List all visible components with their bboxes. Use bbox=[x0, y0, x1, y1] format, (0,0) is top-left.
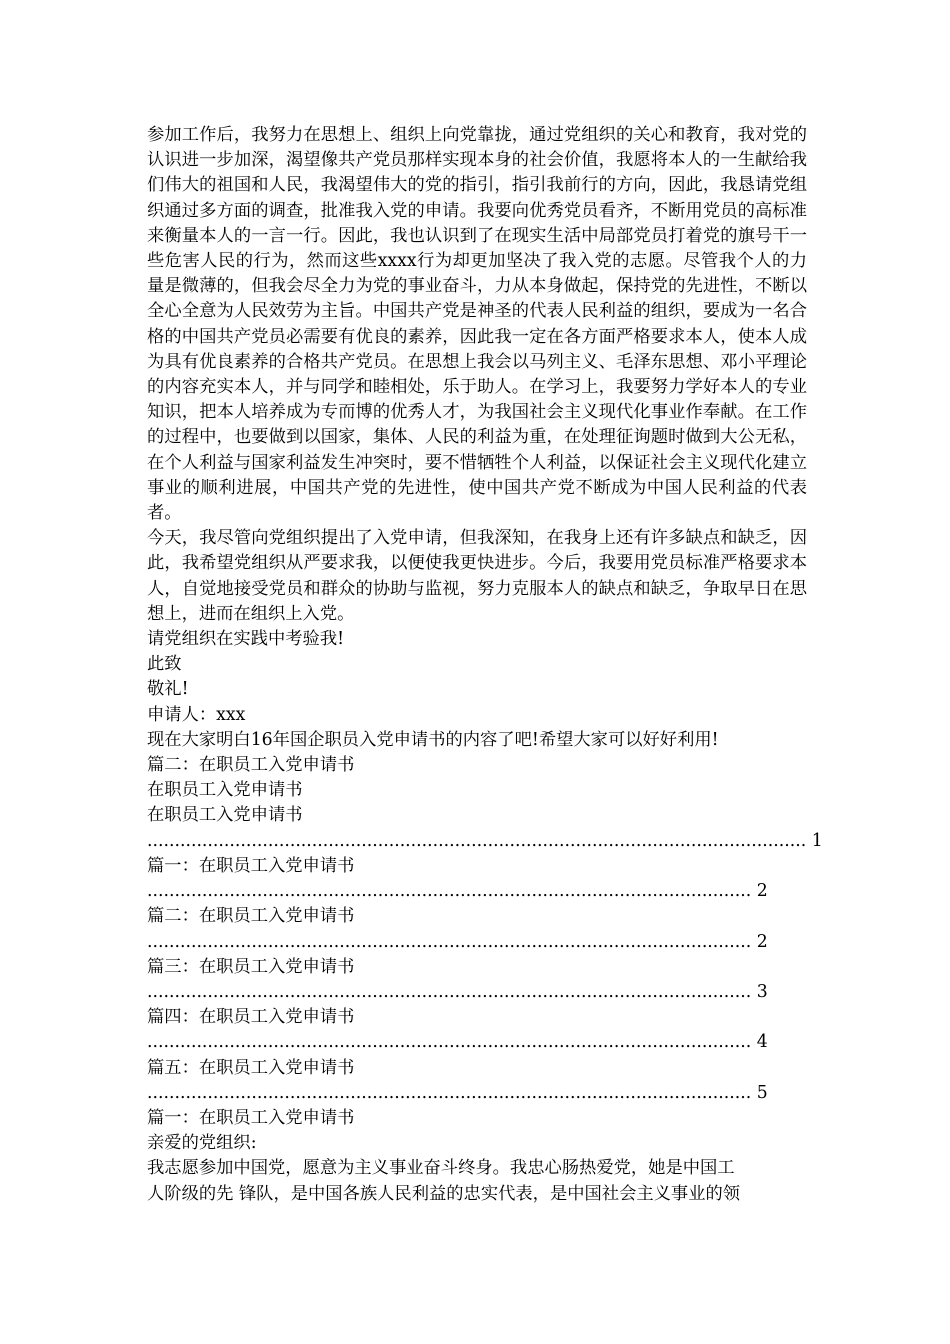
toc-page-number: 5 bbox=[756, 1082, 768, 1103]
document-title-repeat: 在职员工入党申请书 bbox=[147, 805, 303, 826]
applicant-line: 申请人：xxx bbox=[147, 704, 246, 725]
body-paragraph-3-line-1: 我志愿参加中国党，愿意为主义事业奋斗终身。我忠心肠热爱党，她是中国工 bbox=[147, 1158, 735, 1179]
document-page bbox=[147, 123, 823, 1207]
closing-line-cizhi: 此致 bbox=[147, 654, 182, 675]
article-heading: 篇一：在职员工入党申请书 bbox=[147, 1107, 355, 1128]
toc-dots: .............................................................................................................. bbox=[147, 931, 752, 952]
document-title: 在职员工入党申请书 bbox=[147, 780, 303, 801]
toc-label: 篇二：在职员工入党申请书 bbox=[147, 906, 355, 927]
toc-page-number: 4 bbox=[756, 1032, 768, 1053]
toc-dots: .............................................................................................................. bbox=[147, 981, 752, 1002]
toc-dots: .............................................................................................................. bbox=[147, 881, 752, 902]
body-paragraph-1: 参加工作后，我努力在思想上、组织上向党靠拢，通过党组织的关心和教育，我对党的认识进一步加深，渴望像共产党员那样实现本身的社会价值，我愿将本人的一生献给我们伟大的祖国和人民，我渴望伟大的党的指引，指引我前行的方向，因此，我恳请党组织通过多方面的调查，批准我入党的申请。我要向优秀党员看齐，不断用党员的高标准来衡量本人的一言一行。因此，我也认识到了在现实生活中局部党员打着党的旗号干一些危害人民的行为，然而这些xxxx行为却更加坚决了我入党的志愿。尽管我个人的力量是微薄的，但我会尽全力为党的事业奋斗，力从本身做起，保持党的先进性，不断以全心全意为人民效劳为主旨。中国共产党是神圣的代表人民利益的组织，要成为一名合格的中国共产党员必需要有优良的素养，因此我一定在各方面严格要求本人，使本人成为具有优良素养的合格共产党员。在思想上我会以马列主义、毛泽东思想、邓小平理论的内容充实本人，并与同学和睦相处，乐于助人。在学习上，我要努力学好本人的专业知识，把本人培养成为专而博的优秀人才，为我国社会主义现代化事业作奉献。在工作的过程中，也要做到以国家，集体、人民的利益为重，在处理征询题时做到大公无私，在个人利益与国家利益发生冲突时，要不惜牺牲个人利益，以保证社会主义现代化建立事业的顺利进展，中国共产党的先进性，使中国共产党不断成为中国人民利益的代表者。 bbox=[147, 125, 807, 524]
body-paragraph-2: 今天，我尽管向党组织提出了入党申请，但我深知，在我身上还有许多缺点和缺乏，因此，我希望党组织从严要求我，以便使我更快进步。今后，我要用党员标准严格要求本人，自觉地接受党员和群众的协助与监视，努力克服本人的缺点和缺乏，争取早日在思想上，进而在组织上入党。 bbox=[147, 528, 807, 624]
toc-label: 篇一：在职员工入党申请书 bbox=[147, 855, 355, 876]
toc-leader-line bbox=[147, 1081, 807, 1106]
toc-entry[interactable] bbox=[147, 1056, 807, 1106]
toc-entry bbox=[147, 829, 823, 854]
toc-dots: ........................................................................................................................ bbox=[147, 830, 807, 851]
toc-label: 篇四：在职员工入党申请书 bbox=[147, 1007, 355, 1028]
toc-label: 篇三：在职员工入党申请书 bbox=[147, 956, 355, 977]
closing-line-jingli: 敬礼! bbox=[147, 679, 189, 700]
toc-entry[interactable] bbox=[147, 854, 807, 904]
toc-page-number: 2 bbox=[756, 931, 768, 952]
body-paragraph-3-line-2: 人阶级的先 锋队，是中国各族人民利益的忠实代表，是中国社会主义事业的领 bbox=[147, 1183, 741, 1204]
toc-leader-line bbox=[147, 879, 807, 904]
section-heading: 篇二：在职员工入党申请书 bbox=[147, 755, 355, 776]
toc-entry[interactable] bbox=[147, 1005, 807, 1055]
toc-dots: .............................................................................................................. bbox=[147, 1082, 752, 1103]
toc-page-number: 1 bbox=[811, 830, 823, 851]
toc-dots: .............................................................................................................. bbox=[147, 1032, 752, 1053]
salutation: 亲爱的党组织: bbox=[147, 1133, 257, 1154]
toc-page-number: 2 bbox=[756, 881, 768, 902]
toc-entry[interactable] bbox=[147, 904, 807, 954]
toc-leader-line bbox=[147, 930, 807, 955]
toc-entry[interactable] bbox=[147, 955, 807, 1005]
summary-line: 现在大家明白16年国企职员入党申请书的内容了吧!希望大家可以好好利用! bbox=[147, 729, 719, 750]
toc-page-number: 3 bbox=[756, 981, 768, 1002]
toc-leader-line bbox=[147, 829, 823, 854]
toc-leader-line bbox=[147, 980, 807, 1005]
toc-leader-line bbox=[147, 1030, 807, 1055]
table-of-contents bbox=[147, 829, 823, 1106]
closing-line-test: 请党组织在实践中考验我! bbox=[147, 629, 345, 650]
toc-label: 篇五：在职员工入党申请书 bbox=[147, 1057, 355, 1078]
